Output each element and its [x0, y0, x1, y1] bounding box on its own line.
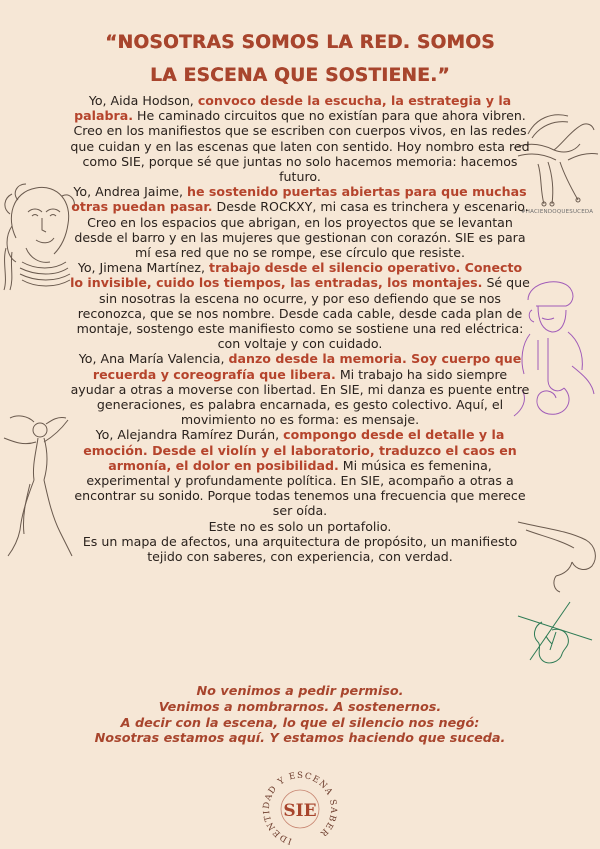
paragraph-highlight: compongo desde el detalle y la emoción. Desde el violín y el laboratorio, traduzco el caos en armonía, el dolor en posibilidad. — [83, 427, 517, 473]
paragraph-text: He caminado circuitos que no existían para que ahora vibren. Creo en los manifiestos que se escriben con cuerpos vivos, en las redes que cuidan y en las escenas que laten con sentido. Hoy nombro esta red como SIE, porque sé que juntas no solo hacemos memoria: hacemos futuro. — [70, 108, 530, 185]
paragraph-aida — [70, 93, 530, 184]
closing-line-4: Nosotras estamos aquí. Y estamos haciendo que suceda. — [94, 731, 506, 747]
map-line: Es un mapa de afectos, una arquitectura de propósito, un manifiesto tejido con saberes, con experiencia, con verdad. — [82, 533, 518, 565]
hashtag-text: #HACIENDOQUESUCEDA — [521, 209, 594, 215]
closing-line-1: No venimos a pedir permiso. — [196, 684, 404, 699]
paragraph-alejandra — [70, 427, 530, 518]
paragraph-intro: Yo, Andrea Jaime, — [73, 184, 188, 200]
paragraph-highlight: trabajo desde el silencio operativo. Conecto lo invisible, cuido los tiempos, las entradas, los montajes. — [70, 260, 523, 291]
paragraph-text: Mi trabajo ha sido siempre ayudar a otras a moverse con libertad. En SIE, mi danza es puente entre generaciones, es palabra encarnada, es gesto colectivo. Aquí, el movimiento no es forma: es mensaje. — [70, 366, 530, 428]
portfolio-line: Este no es solo un portafolio. — [208, 518, 392, 534]
woman-portrait-illustration — [2, 178, 80, 294]
seal-center: SIE — [283, 801, 317, 821]
paragraph-highlight: he sostenido puertas abiertas para que muchas otras puedan pasar. — [71, 184, 527, 215]
title-line-1: “NOSOTRAS SOMOS LA RED. SOMOS — [105, 32, 495, 53]
svg-text:IDENTIDAD Y ESCENA SABER: IDENTIDAD Y ESCENA SABER — [261, 770, 339, 846]
sie-seal-logo — [253, 768, 347, 846]
paragraph-intro: Yo, Jimena Martínez, — [77, 260, 210, 276]
paragraph-intro: Yo, Ana María Valencia, — [78, 351, 229, 367]
paragraph-highlight: convoco desde la escucha, la estrategia y la palabra. — [74, 93, 512, 124]
paragraph-andrea — [70, 184, 530, 260]
manifesto-body — [70, 93, 530, 564]
manifesto-title — [40, 26, 560, 92]
paragraph-highlight: danzo desde la memoria. Soy cuerpo que recuerda y coreografía que libera. — [92, 351, 522, 382]
paragraph-intro: Yo, Aida Hodson, — [88, 93, 198, 108]
paragraph-intro: Yo, Alejandra Ramírez Durán, — [95, 427, 284, 443]
paragraph-ana-maria — [70, 351, 530, 427]
paragraph-jimena — [70, 260, 530, 351]
closing-line-3: A decir con la escena, lo que el silencio nos negó: — [120, 715, 480, 731]
title-line-2: LA ESCENA QUE SOSTIENE.” — [150, 65, 450, 86]
closing-line-2: Venimos a nombrarnos. A sostenernos. — [158, 699, 442, 715]
dancer-illustration — [0, 412, 74, 560]
paragraph-text: Desde ROCKXY, mi casa es trinchera y escenario. Creo en los espacios que abrigan, en los proyectos que se levantan desde el barro y en las mujeres que gestionan con corazón. SIE es para mí esa red que no se rompe, ese círculo que resiste. — [74, 199, 529, 261]
paragraph-text: Mi música es femenina, experimental y profundamente política. En SIE, acompaño a otras a encontrar su sonido. Porque todas tenemos una frecuencia que merece ser oída. — [74, 457, 526, 519]
closing-statement — [70, 684, 530, 747]
paragraph-text: Sé que sin nosotras la escena no ocurre, y por eso defiendo que se nos reconozca, que se nos nombre. Desde cada cable, desde cada plan de montaje, sostengo este manifiesto como se sostiene una red eléctrica: con voltaje y con cuidado. — [76, 275, 530, 352]
